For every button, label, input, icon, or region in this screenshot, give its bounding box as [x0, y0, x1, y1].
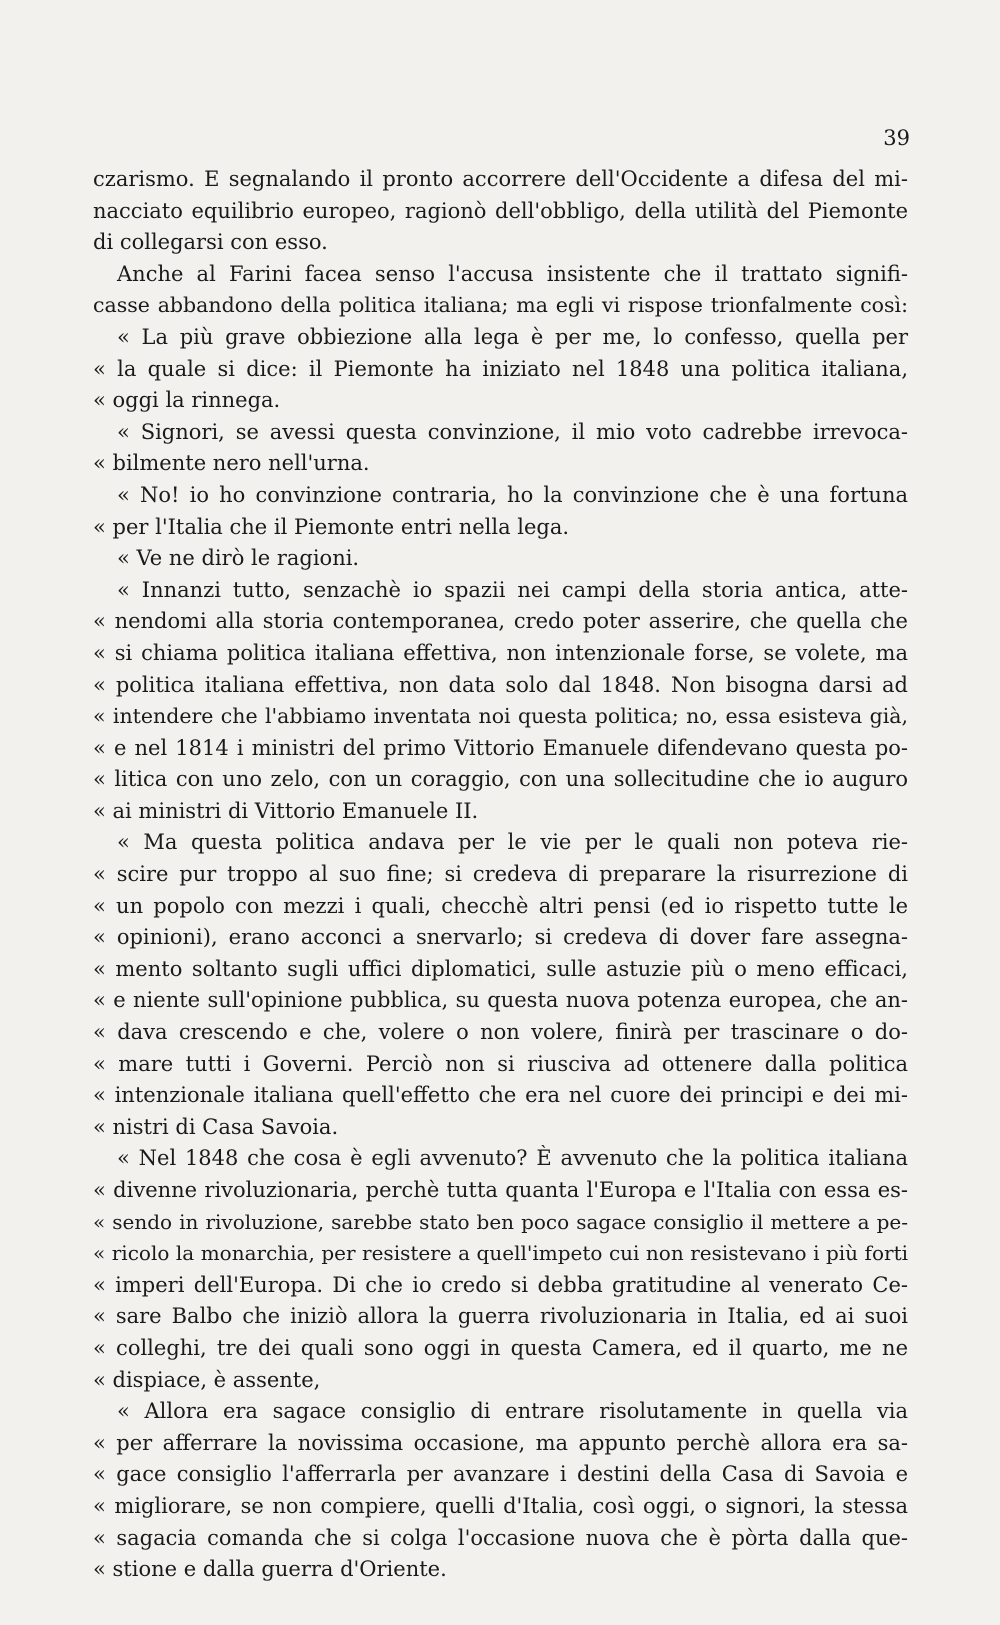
text-line: « si chiama politica italiana effettiva, non intenzionale forse, se volete, ma [93, 640, 908, 665]
text-line: « litica con uno zelo, con un coraggio, con una sollecitudine che io auguro [93, 767, 908, 792]
text-line: « intenzionale italiana quell'effetto che era nel cuore dei principi e dei mi- [93, 1083, 908, 1108]
text-line: « Allora era sagace consiglio di entrare risolutamente in quella via [117, 1399, 908, 1424]
text-line: « un popolo con mezzi i quali, checchè altri pensi (ed io rispetto tutte le [93, 893, 908, 918]
text-line: « politica italiana effettiva, non data solo dal 1848. Non bisogna darsi ad [93, 672, 908, 697]
text-line: « per afferrare la novissima occasione, ma appunto perchè allora era sa- [93, 1430, 908, 1455]
text-line: « migliorare, se non compiere, quelli d'Italia, così oggi, o signori, la stessa [93, 1493, 908, 1518]
text-line: « bilmente nero nell'urna. [93, 451, 370, 476]
body-text [93, 164, 908, 1586]
text-line: « gace consiglio l'afferrarla per avanzare i destini della Casa di Savoia e [93, 1462, 908, 1487]
text-line: « mare tutti i Governi. Perciò non si riusciva ad ottenere dalla politica [93, 1051, 908, 1076]
text-line: « Ve ne dirò le ragioni. [117, 546, 360, 571]
text-line: « Nel 1848 che cosa è egli avvenuto? È avvenuto che la politica italiana [117, 1146, 908, 1171]
text-line: « la quale si dice: il Piemonte ha iniziato nel 1848 una politica italiana, [93, 356, 908, 381]
text-line: « ricolo la monarchia, per resistere a quell'impeto cui non resistevano i più forti [93, 1241, 908, 1266]
text-line: « mento soltanto sugli uffici diplomatici, sulle astuzie più o meno efficaci, [93, 956, 908, 981]
text-line: « opinioni), erano acconci a snervarlo; si credeva di dover fare assegna- [93, 925, 908, 950]
text-line: « sagacia comanda che si colga l'occasione nuova che è pòrta dalla que- [93, 1525, 908, 1550]
text-line: « Innanzi tutto, senzachè io spazii nei campi della storia antica, atte- [117, 577, 908, 602]
text-line: « intendere che l'abbiamo inventata noi questa politica; no, essa esisteva già, [93, 704, 908, 729]
text-line: « dava crescendo e che, volere o non volere, finirà per trascinare o do- [93, 1020, 908, 1045]
text-line: « dispiace, è assente, [93, 1367, 321, 1392]
text-line: « sendo in rivoluzione, sarebbe stato ben poco sagace consiglio il mettere a pe- [93, 1209, 908, 1234]
text-line: « imperi dell'Europa. Di che io credo si debba gratitudine al venerato Ce- [93, 1272, 908, 1297]
page-number: 39 [883, 126, 910, 150]
text-line: « per l'Italia che il Piemonte entri nella lega. [93, 514, 570, 539]
text-line: « nendomi alla storia contemporanea, credo poter asserire, che quella che [93, 609, 908, 634]
text-line: « divenne rivoluzionaria, perchè tutta quanta l'Europa e l'Italia con essa es- [93, 1178, 908, 1202]
text-line: « Signori, se avessi questa convinzione, il mio voto cadrebbe irrevoca- [117, 419, 908, 444]
text-line: « colleghi, tre dei quali sono oggi in questa Camera, ed il quarto, me ne [93, 1335, 908, 1360]
text-line: « sare Balbo che iniziò allora la guerra rivoluzionaria in Italia, ed ai suoi [93, 1304, 908, 1329]
text-line: di collegarsi con esso. [93, 230, 328, 255]
text-line: « Ma questa politica andava per le vie per le quali non poteva rie- [117, 830, 908, 855]
text-line: « La più grave obbiezione alla lega è per me, lo confesso, quella per [117, 324, 908, 349]
text-line: « ai ministri di Vittorio Emanuele II. [93, 798, 479, 823]
text-line: « e niente sull'opinione pubblica, su questa nuova potenza europea, che an- [93, 988, 908, 1013]
text-line: « e nel 1814 i ministri del primo Vittorio Emanuele difendevano questa po- [93, 735, 908, 760]
text-line: « scire pur troppo al suo fine; si credeva di preparare la risurrezione di [93, 862, 908, 887]
text-line: czarismo. E segnalando il pronto accorrere dell'Occidente a difesa del mi- [93, 167, 908, 191]
text-line: casse abbandono della politica italiana; ma egli vi rispose trionfalmente così: [93, 293, 908, 318]
text-line: Anche al Farini facea senso l'accusa insistente che il trattato signifi- [117, 261, 908, 286]
text-line: « No! io ho convinzione contraria, ho la convinzione che è una fortuna [117, 482, 908, 507]
text-line: « oggi la rinnega. [93, 388, 281, 413]
text-line: « stione e dalla guerra d'Oriente. [93, 1557, 447, 1582]
text-line: « nistri di Casa Savoia. [93, 1114, 339, 1139]
text-line: nacciato equilibrio europeo, ragionò dell'obbligo, della utilità del Piemonte [93, 198, 908, 223]
